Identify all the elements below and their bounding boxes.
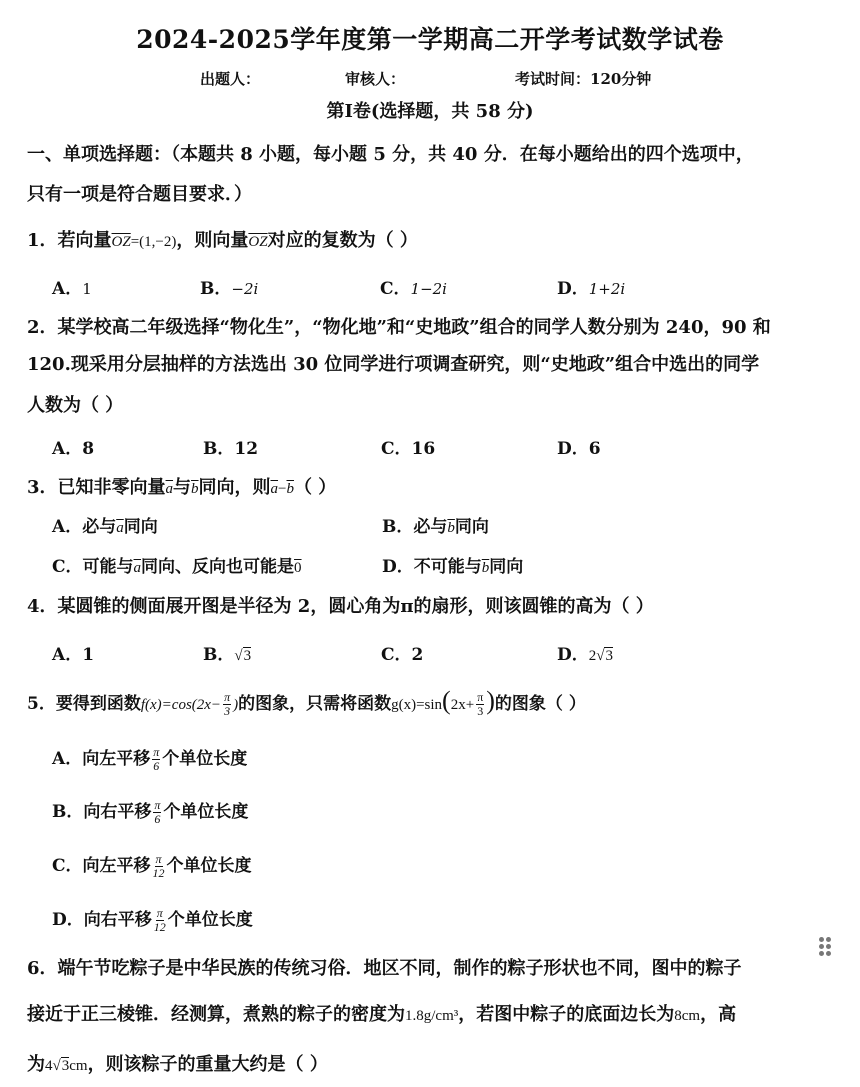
q5-g-den: 3 <box>477 704 484 718</box>
q3-b-text: B．必与 <box>382 517 448 537</box>
q3-minus: − <box>278 481 287 497</box>
q5-b-unit: 个单位长度 <box>163 802 249 822</box>
q3-c-text: C．可能与 <box>52 557 134 577</box>
q1-a-value: 1 <box>82 280 92 298</box>
q3-expr-a: $\overline{a}$ <box>270 481 279 497</box>
setter-label: 出题人： <box>200 70 261 88</box>
q4-option-c[interactable]: C．2 <box>381 645 424 665</box>
q5-c-num: π <box>155 852 162 866</box>
question-6-line-1: 6．端午节吃粽子是中华民族的传统习俗．地区不同，制作的粽子形状也不同，图中的粽子 <box>27 958 742 979</box>
q4-d-coef: 2 <box>588 648 597 664</box>
q6-line3b: ，则该粽子的重量大约是（ ） <box>87 1054 328 1075</box>
q1-c-label: C． <box>380 279 411 299</box>
q5-d-unit: 个单位长度 <box>167 910 253 930</box>
q3-a-vector: $\overline{a}$ <box>116 520 124 536</box>
q5-f-right: ) <box>233 697 239 713</box>
q6-line3a: 为 <box>27 1054 45 1075</box>
q5-g-num: π <box>477 690 484 704</box>
q5-left-paren: ( <box>442 686 451 715</box>
q1-c-value: 1−2i <box>410 280 447 298</box>
question-6-line-3 <box>27 1050 328 1076</box>
q3-vector-b: $\overline{b}$ <box>191 481 199 497</box>
q5-f-fraction <box>223 691 231 718</box>
q5-b-num: π <box>154 798 161 812</box>
q6-line2b: ，若图中粽子的底面边长为 <box>458 1004 675 1025</box>
q5-option-c[interactable] <box>52 851 252 880</box>
q1-d-label: D． <box>557 279 589 299</box>
q2-option-d[interactable]: D．6 <box>557 439 601 459</box>
q5-a-text: A．向左平移 <box>52 749 151 769</box>
q5-b-fraction <box>153 799 161 826</box>
q1-option-b[interactable] <box>200 274 258 299</box>
q5-option-a[interactable] <box>52 744 247 773</box>
q5-b-den: 6 <box>154 812 161 826</box>
q5-option-b[interactable] <box>52 797 248 826</box>
question-4-stem: 4．某圆锥的侧面展开图是半径为 2，圆心角为π的扇形，则该圆锥的高为（ ） <box>27 596 654 617</box>
q5-d-fraction <box>154 907 166 934</box>
q3-c-zero-vector: 0 <box>294 560 302 576</box>
q5-a-den: 6 <box>153 759 160 773</box>
question-6-line-2 <box>27 1000 736 1026</box>
q6-line2a: 接近于正三棱锥．经测算，煮熟的粽子的密度为 <box>27 1004 405 1025</box>
q6-edge: 8cm <box>674 1008 701 1024</box>
q6-sqrt-icon: √ <box>52 1058 61 1074</box>
q5-a-unit: 个单位长度 <box>162 749 248 769</box>
q3-option-a[interactable] <box>52 512 158 537</box>
q5-f-den: 3 <box>224 704 231 718</box>
q5-g-left: g(x)=sin <box>391 697 443 713</box>
q5-suffix: 的图象（ ） <box>494 694 586 714</box>
q1-a-label: A． <box>52 279 83 299</box>
q5-d-text: D．向右平移 <box>52 910 152 930</box>
q2-option-c[interactable]: C．16 <box>381 439 436 459</box>
question-1-stem <box>27 226 418 252</box>
q3-expr-b: $\overline{b}$ <box>286 481 294 497</box>
q3-b-text-2: 同向 <box>454 517 489 537</box>
question-2-line-1: 2．某学校高二年级选择“物化生”，“物化地”和“史地政”组合的同学人数分别为 240，90 和 <box>27 317 771 338</box>
q6-density: 1.8g/cm³ <box>405 1008 459 1024</box>
q4-d-radicand: 3 <box>605 648 613 664</box>
q3-a-text-2: 同向 <box>123 517 158 537</box>
q5-option-d[interactable] <box>52 905 253 934</box>
q1-b-value: −2i <box>231 280 259 298</box>
q3-mid: 同向，则 <box>198 477 271 498</box>
q3-b-vector: $\overline{b}$ <box>447 520 455 536</box>
q3-and: 与 <box>173 477 192 498</box>
section-title: 第Ⅰ卷(选择题，共 58 分) <box>326 101 534 122</box>
q4-option-d[interactable] <box>557 640 613 665</box>
q1-eq: =(1,−2) <box>130 234 177 250</box>
q3-d-text: D．不可能与 <box>382 557 482 577</box>
q5-f-num: π <box>224 690 231 704</box>
exam-time: 考试时间：120分钟 <box>515 70 652 88</box>
q5-right-paren: ) <box>486 686 495 715</box>
q5-b-text: B．向右平移 <box>52 802 152 822</box>
q5-mid: 的图象，只需将函数 <box>238 694 392 714</box>
q1-suffix: 对应的复数为（ ） <box>267 230 418 251</box>
q1-option-d[interactable] <box>557 274 625 299</box>
q4-b-radicand: 3 <box>243 648 252 664</box>
q5-prefix: 5．要得到函数 <box>27 694 141 714</box>
q4-option-b[interactable] <box>203 640 251 665</box>
q4-b-sqrt-icon: √ <box>234 648 243 664</box>
q5-d-num: π <box>156 906 163 920</box>
question-2-line-2: 120.现采用分层抽样的方法选出 30 位同学进行项调查研究，则“史地政”组合中选出的同学 <box>27 354 760 375</box>
q3-d-text-2: 同向 <box>489 557 524 577</box>
q5-c-text: C．向左平移 <box>52 856 151 876</box>
q5-g-inner: 2x+ <box>450 697 475 713</box>
reviewer-label: 审核人： <box>345 70 406 88</box>
q5-c-unit: 个单位长度 <box>166 856 252 876</box>
q4-b-label: B． <box>203 645 235 665</box>
q3-prefix: 3．已知非零向量 <box>27 477 166 498</box>
q2-option-a[interactable]: A．8 <box>52 439 95 459</box>
q5-a-fraction <box>152 746 160 773</box>
q3-suffix: （ ） <box>294 477 337 498</box>
q1-mid: ，则向量 <box>176 230 249 251</box>
q1-option-a[interactable] <box>52 274 92 299</box>
question-2-line-3: 人数为（ ） <box>27 395 124 416</box>
q3-c-vector: $\overline{a}$ <box>133 560 142 576</box>
q5-f-left: f(x)=cos(2x− <box>140 697 222 713</box>
q1-d-value: 1+2i <box>588 280 626 298</box>
q3-option-d[interactable] <box>382 552 523 577</box>
q3-c-text-2: 同向、反向也可能是 <box>141 557 295 577</box>
q6-height-coef: 4 <box>45 1058 53 1074</box>
q3-option-b[interactable] <box>382 512 489 537</box>
question-3-stem <box>27 473 336 499</box>
q1-prefix: 1．若向量 <box>27 230 112 251</box>
q4-option-a[interactable]: A．1 <box>52 645 95 665</box>
q5-d-den: 12 <box>153 920 166 934</box>
exam-title: 2024-2025学年度第一学期高二开学考试数学试卷 <box>136 25 724 54</box>
q1-b-label: B． <box>200 279 232 299</box>
q3-a-text: A．必与 <box>52 517 117 537</box>
q6-height-unit: cm <box>69 1058 88 1074</box>
q5-g-fraction <box>476 691 484 718</box>
q5-c-den: 12 <box>152 866 165 880</box>
q3-option-c[interactable] <box>52 552 302 577</box>
q3-vector-a: $\overline{a}$ <box>165 481 174 497</box>
q1-option-c[interactable] <box>380 274 447 299</box>
q4-d-sqrt-icon: √ <box>596 648 605 664</box>
q4-d-label: D． <box>557 645 589 665</box>
instructions-line-1: 一、单项选择题：（本题共 8 小题，每小题 5 分，共 40 分．在每小题给出的四个选项中， <box>27 144 754 165</box>
instructions-line-2: 只有一项是符合题目要求．） <box>27 184 252 205</box>
q5-c-fraction <box>153 853 165 880</box>
q6-height-root: 3 <box>61 1058 70 1074</box>
q1-vector-oz-2: $\overline{OZ}$ <box>248 234 268 250</box>
q1-vector-oz: $\overline{OZ}$ <box>111 234 131 250</box>
q3-d-vector: $\overline{b}$ <box>481 560 490 576</box>
question-5-stem <box>27 686 586 718</box>
q6-line2c: ，高 <box>700 1004 737 1025</box>
q2-option-b[interactable]: B．12 <box>203 439 259 459</box>
q5-a-num: π <box>153 745 160 759</box>
